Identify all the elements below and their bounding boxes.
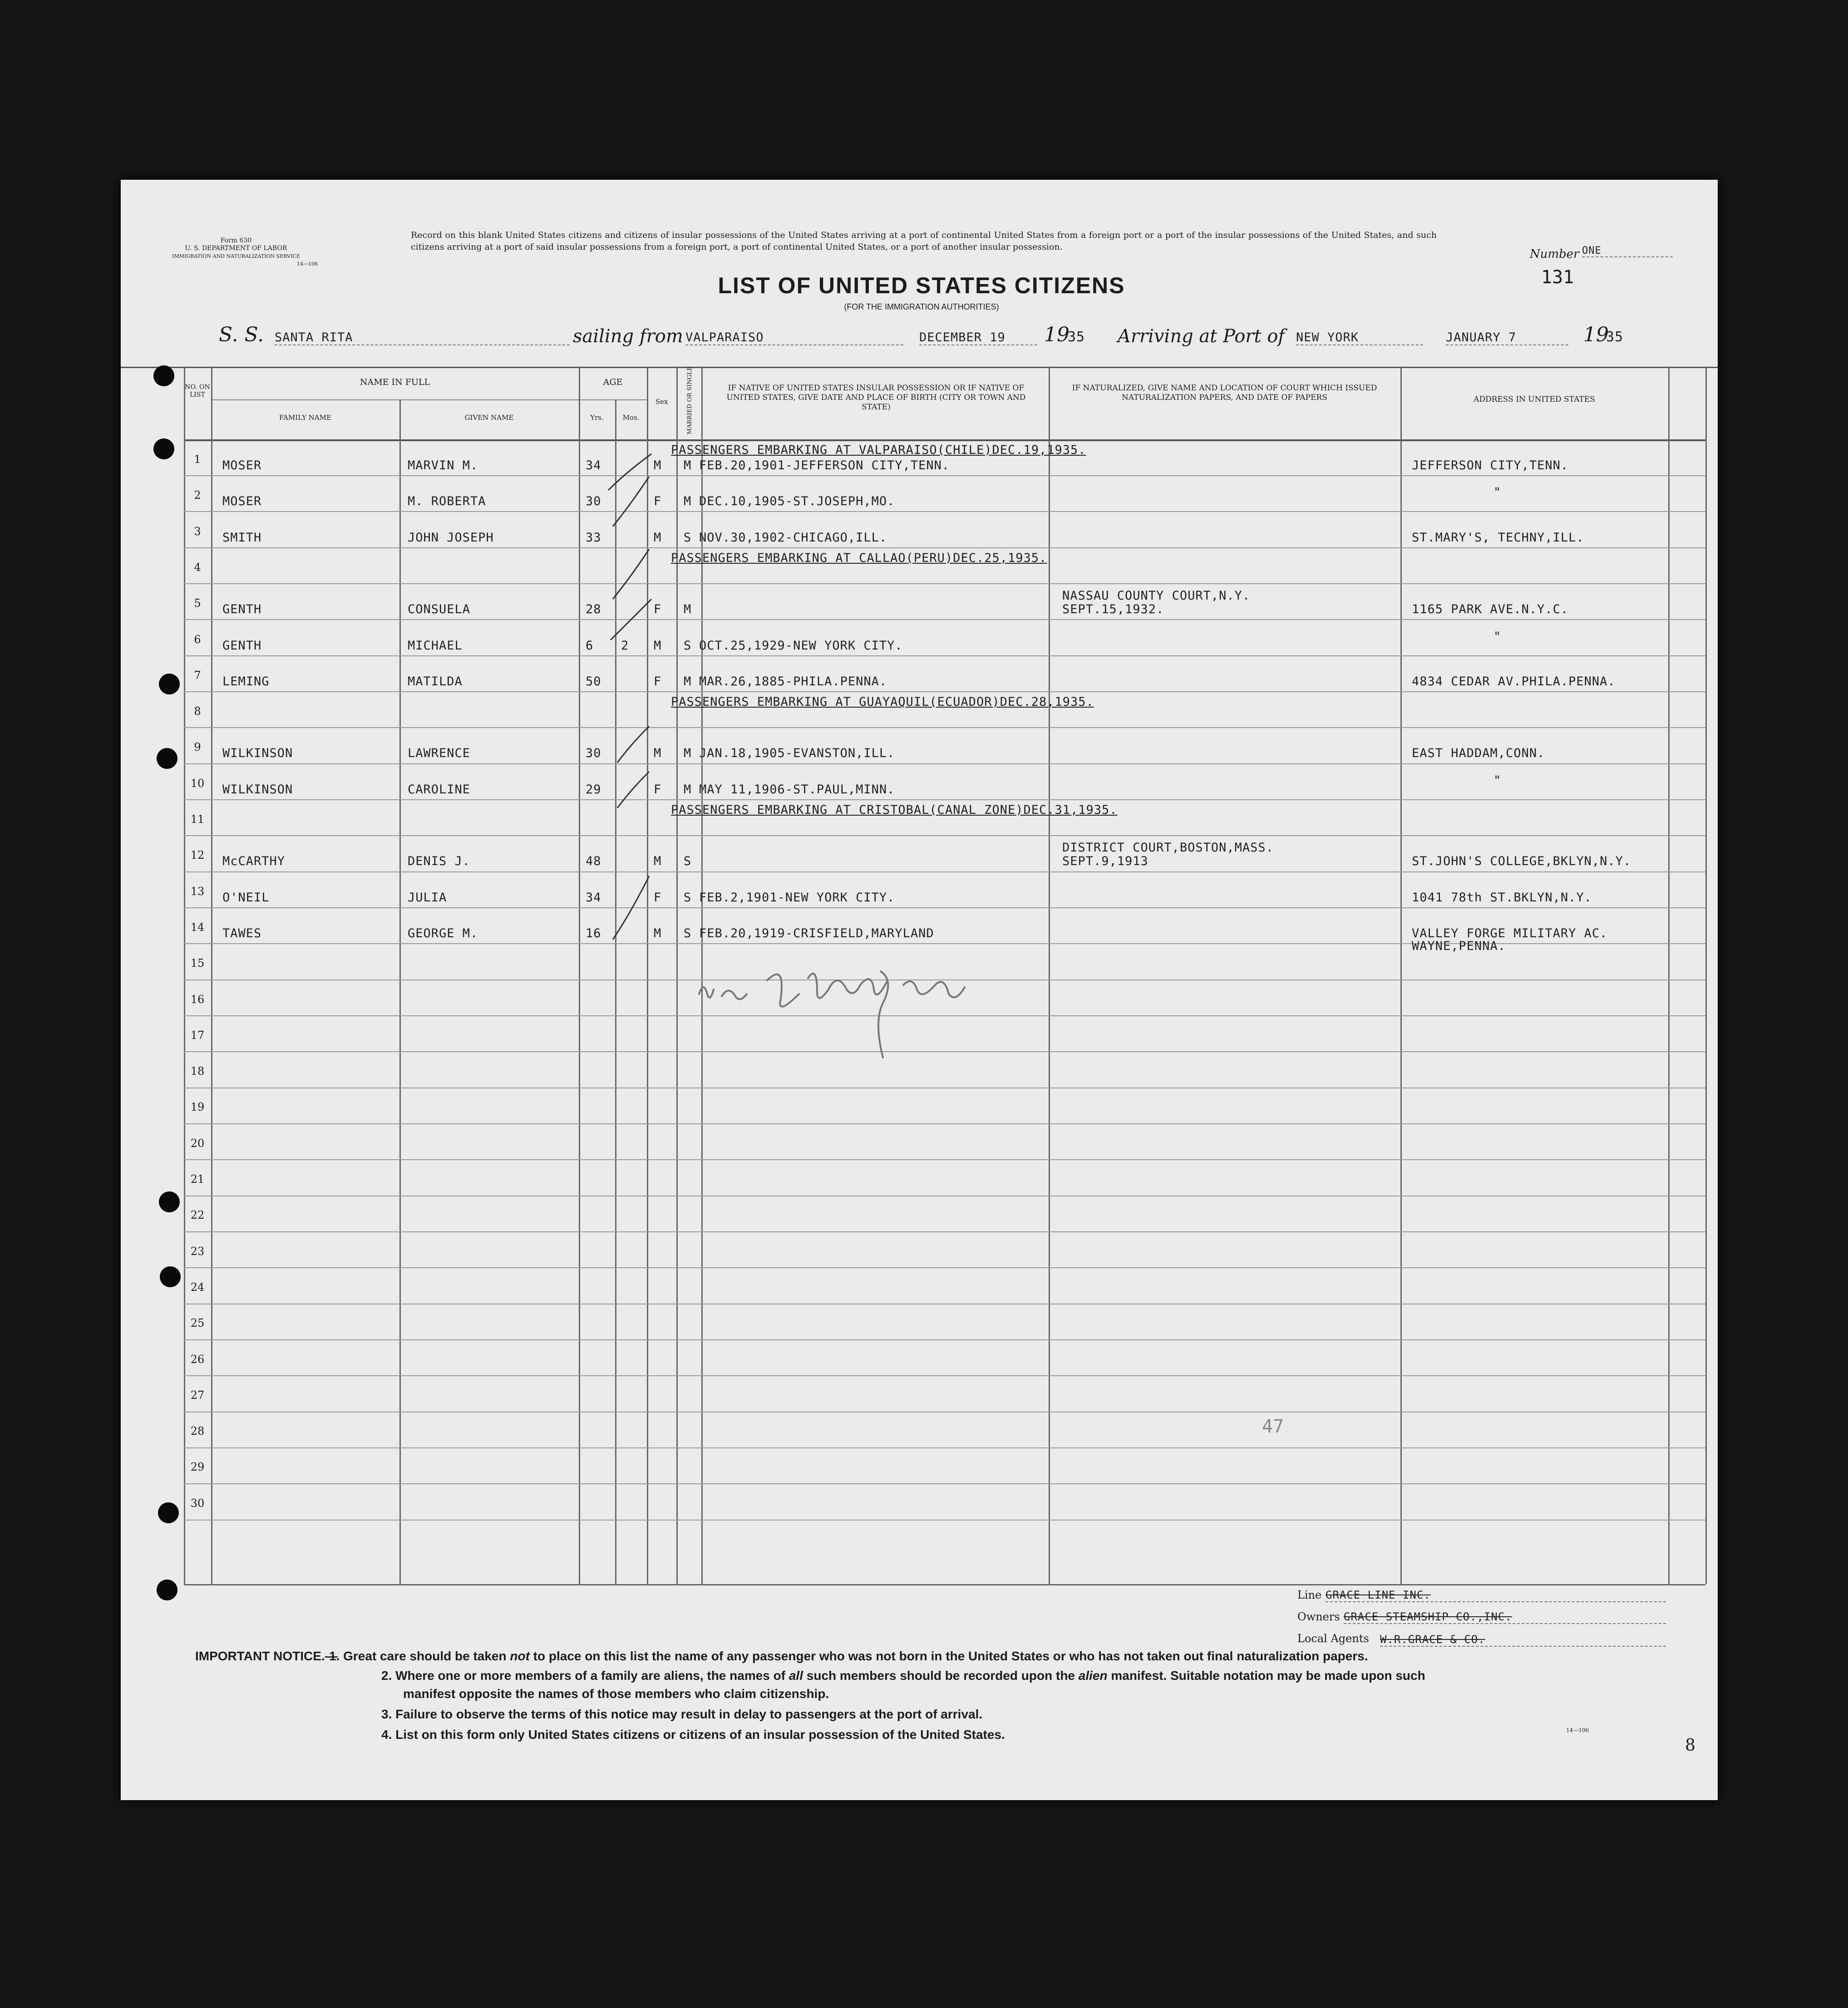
address-cell-line2: WAYNE,PENNA. [1412,939,1506,953]
row-number: 24 [190,1280,205,1294]
page-number: 8 [1685,1736,1695,1755]
row-number: 9 [194,741,201,754]
col-rule [1705,367,1707,1584]
service-name: IMMIGRATION AND NATURALIZATION SERVICE [172,253,300,259]
row-number: 28 [190,1425,205,1438]
row-number: 25 [190,1317,205,1330]
row-number: 15 [190,957,205,970]
margin-number: 47 [1262,1416,1284,1437]
sex-cell: M [654,530,662,545]
sex-cell: F [654,674,662,689]
family-name-cell: McCARTHY [222,854,286,869]
arrival-year-prefix: 19 [1583,323,1609,346]
sail-year: 35 [1068,329,1085,345]
binder-hole [153,365,174,386]
naturalization-date-cell: SEPT.15,1932. [1062,602,1164,617]
line-value: GRACE LINE INC. [1326,1589,1666,1602]
row-number: 14 [190,920,205,934]
row-number: 30 [190,1496,205,1510]
header-yrs: Yrs. [590,413,604,422]
row-number: 16 [190,993,205,1006]
age-months-cell: 2 [621,638,629,653]
sailing-label: sailing from [573,326,683,347]
row-rule [184,691,1705,692]
age-years-cell: 30 [586,494,601,509]
header-mos: Mos. [622,413,640,422]
age-years-cell: 16 [586,926,601,940]
instructions-text: Record on this blank United States citizens and citizens of insular possessions of the United States arriving at a port of continental United States from a foreign port or a port of the insular possessions of the United States, and such citizens arriving at a port of said insular possessions from a foreign port, a port of continental United States, or a port of another insular possession. [411,230,1437,252]
notice-1-text: to place on this list the name of any passenger who was not born in the United States or who has not taken out final naturalization papers. [529,1649,1368,1663]
age-subheader-rule [579,399,647,400]
owners-label: Owners [1297,1610,1340,1623]
family-name-cell: MOSER [222,458,262,472]
row-rule [184,727,1705,728]
family-name-cell: WILKINSON [222,746,293,761]
birth-date-place-cell: MAR.26,1885-PHILA.PENNA. [699,674,887,689]
notice-item-4: 4. List on this form only United States citizens or citizens of an insular possession of the United States. [381,1727,1005,1742]
address-cell: EAST HADDAM,CONN. [1412,746,1545,761]
notice-item-1 [329,1648,1673,1665]
ship-name: SANTA RITA [275,330,570,345]
birth-date-place-cell: OCT.25,1929-NEW YORK CITY. [699,638,903,653]
ss-label: S. S. [219,323,264,346]
marital-status-cell: M [684,782,692,797]
header-age: AGE [603,377,623,387]
row-number: 2 [194,489,201,502]
given-name-cell: LAWRENCE [408,746,471,761]
col-rule [676,367,678,1584]
header-family-name: FAMILY NAME [279,413,332,422]
row-rule [184,619,1705,620]
notice-item-2 [381,1667,1680,1684]
row-rule [184,1375,1705,1376]
sex-cell: M [654,746,662,761]
header-name-in-full: NAME IN FULL [360,377,430,387]
age-years-cell: 34 [586,458,601,472]
address-cell: JEFFERSON CITY,TENN. [1412,458,1569,472]
naturalization-date-cell: SEPT.9,1913 [1062,854,1148,869]
section-heading: PASSENGERS EMBARKING AT GUAYAQUIL(ECUADOR)DEC.28,1935. [671,695,1094,709]
section-heading: PASSENGERS EMBARKING AT VALPARAISO(CHILE)DEC.19,1935. [671,443,1086,457]
arrival-date: JANUARY 7 [1446,330,1568,345]
notice-2-text: 2. Where one or more members of a family are aliens, the names of [381,1668,789,1683]
header-sex: Sex [655,398,668,406]
family-name-cell: SMITH [222,530,262,545]
number-value: ONE [1582,245,1673,257]
header-native-birth: IF NATIVE OF UNITED STATES INSULAR POSSESSION OR IF NATIVE OF UNITED STATES, GIVE DATE AND PLACE OF BIRTH (CITY OR TOWN AND STATE) [726,384,1026,412]
given-name-cell: DENIS J. [408,854,471,869]
family-name-cell: O'NEIL [222,890,270,905]
notice-1-text: 1. Great care should be taken [329,1649,510,1663]
binder-hole [159,674,180,694]
sex-cell: M [654,458,662,472]
agents-value: W.R.GRACE & CO. [1380,1633,1666,1647]
official-signature [690,953,1053,1071]
col-rule [1668,367,1670,1584]
family-name-cell: LEMING [222,674,270,689]
binder-hole [157,1580,177,1600]
row-number: 1 [194,453,201,466]
marital-status-cell: S [684,530,692,545]
binder-hole [153,438,174,459]
given-name-cell: JOHN JOSEPH [408,530,494,545]
family-name-cell: GENTH [222,638,262,653]
sex-cell: F [654,602,662,617]
marital-status-cell: M [684,458,692,472]
name-subheader-rule [211,399,579,400]
marital-status-cell: M [684,674,692,689]
row-number: 12 [190,849,205,862]
age-years-cell: 6 [586,638,594,653]
notice-1-emphasis: not [510,1649,530,1663]
notice-2-text: manifest. Suitable notation may be made upon such [1107,1668,1425,1683]
bottom-code: 14—106 [1566,1727,1589,1733]
sex-cell: F [654,494,662,509]
age-years-cell: 33 [586,530,601,545]
row-number: 8 [194,705,201,718]
stamp-number: 131 [1541,267,1574,288]
age-years-cell: 28 [586,602,601,617]
birth-date-place-cell: NOV.30,1902-CHICAGO,ILL. [699,530,887,545]
birth-date-place-cell: FEB.2,1901-NEW YORK CITY. [699,890,895,905]
address-cell: VALLEY FORGE MILITARY AC. [1412,926,1608,940]
marital-status-cell: S [684,926,692,940]
row-rule [184,583,1705,584]
row-rule [184,1447,1705,1448]
binder-hole [158,1502,179,1523]
birth-date-place-cell: JAN.18,1905-EVANSTON,ILL. [699,746,895,761]
row-rule [184,763,1705,764]
header-married-single: MARRIED OR SINGLE [686,366,693,434]
row-rule [184,1339,1705,1340]
header-given-name: GIVEN NAME [464,413,514,422]
row-number: 26 [190,1353,205,1366]
page-subtitle: (FOR THE IMMIGRATION AUTHORITIES) [844,302,999,311]
row-number: 22 [190,1209,205,1222]
address-cell: 4834 CEDAR AV.PHILA.PENNA. [1412,674,1616,689]
marital-status-cell: M [684,746,692,761]
marital-status-cell: S [684,638,692,653]
from-port: VALPARAISO [685,330,903,345]
row-number: 19 [190,1101,205,1114]
marital-status-cell: M [684,494,692,509]
address-cell: " [1493,629,1502,644]
given-name-cell: GEORGE M. [408,926,478,940]
notice-item-2-cont: manifest opposite the names of those members who claim citizenship. [403,1687,829,1701]
row-rule [184,1483,1705,1484]
address-cell: ST.MARY'S, TECHNY,ILL. [1412,530,1584,545]
number-label: Number [1530,247,1579,261]
sex-cell: F [654,782,662,797]
notice-2-emphasis: all [788,1668,803,1683]
row-rule [184,907,1705,908]
row-number: 4 [194,561,201,574]
row-rule [184,799,1705,800]
family-name-cell: TAWES [222,926,262,940]
page-title: LIST OF UNITED STATES CITIZENS [718,273,1125,298]
sail-date: DECEMBER 19 [919,330,1037,345]
given-name-cell: JULIA [408,890,447,905]
form-id-block [154,237,318,268]
row-rule [184,475,1705,476]
given-name-cell: M. ROBERTA [408,494,486,509]
given-name-cell: CAROLINE [408,782,471,797]
row-number: 11 [190,813,205,826]
row-rule [184,1231,1705,1232]
check-marks [604,449,676,949]
row-number: 21 [190,1173,205,1186]
given-name-cell: MATILDA [408,674,463,689]
address-cell: 1041 78th ST.BKLYN,N.Y. [1412,890,1592,905]
header-address: ADDRESS IN UNITED STATES [1473,395,1595,404]
given-name-cell: MICHAEL [408,638,463,653]
sex-cell: F [654,890,662,905]
naturalization-court-cell: NASSAU COUNTY COURT,N.Y. [1062,589,1251,603]
header-no: NO. ON LIST [185,384,210,399]
row-rule [184,835,1705,836]
col-rule [1400,367,1402,1584]
address-cell: 1165 PARK AVE.N.Y.C. [1412,602,1569,617]
row-number: 17 [190,1029,205,1042]
given-name-cell: MARVIN M. [408,458,478,472]
row-number: 5 [194,597,201,610]
row-rule [184,1267,1705,1268]
age-years-cell: 48 [586,854,601,869]
row-rule [184,1159,1705,1160]
owners-value: GRACE STEAMSHIP CO.,INC. [1344,1610,1666,1624]
marital-status-cell: M [684,602,692,617]
row-number: 23 [190,1245,205,1258]
address-cell: " [1493,485,1502,500]
row-number: 6 [194,633,201,646]
header-naturalized: IF NATURALIZED, GIVE NAME AND LOCATION OF COURT WHICH ISSUED NATURALIZATION PAPERS, AND DATE OF PAPERS [1072,384,1377,402]
marital-status-cell: S [684,854,692,869]
notice-title: IMPORTANT NOTICE.— [195,1649,338,1663]
birth-date-place-cell: MAY 11,1906-ST.PAUL,MINN. [699,782,895,797]
birth-date-place-cell: DEC.10,1905-ST.JOSEPH,MO. [699,494,895,509]
col-rule [399,399,401,1584]
notice-item-3: 3. Failure to observe the terms of this notice may result in delay to passengers at the port of arrival. [381,1707,983,1721]
binder-hole [159,1191,180,1212]
address-cell: ST.JOHN'S COLLEGE,BKLYN,N.Y. [1412,854,1631,869]
binder-hole [160,1266,181,1287]
age-years-cell: 29 [586,782,601,797]
agents-label: Local Agents [1297,1632,1369,1645]
col-rule [211,367,212,1584]
row-number: 27 [190,1388,205,1402]
sail-year-prefix: 19 [1044,323,1069,346]
marital-status-cell: S [684,890,692,905]
row-number: 13 [190,885,205,898]
section-heading: PASSENGERS EMBARKING AT CALLAO(PERU)DEC.25,1935. [671,551,1047,565]
birth-date-place-cell: FEB.20,1919-CRISFIELD,MARYLAND [699,926,934,940]
col-rule [579,367,580,1584]
birth-date-place-cell: FEB.20,1901-JEFFERSON CITY,TENN. [699,458,950,472]
row-rule [184,511,1705,512]
given-name-cell: CONSUELA [408,602,471,617]
row-rule [184,547,1705,548]
table-bottom-rule [184,1584,1705,1585]
print-code: 14—106 [297,261,318,267]
family-name-cell: WILKINSON [222,782,293,797]
row-number: 20 [190,1137,205,1150]
header-bottom-rule [184,439,1705,441]
line-label: Line [1297,1589,1322,1601]
form-number: Form 630 [220,237,252,244]
naturalization-court-cell: DISTRICT COURT,BOSTON,MASS. [1062,841,1274,855]
arrival-year: 35 [1606,329,1624,345]
age-years-cell: 30 [586,746,601,761]
row-number: 7 [194,669,201,682]
row-number: 3 [194,525,201,538]
table-top-rule [121,367,1718,368]
department-name: U. S. DEPARTMENT OF LABOR [185,245,287,252]
family-name-cell: MOSER [222,494,262,509]
age-years-cell: 50 [586,674,601,689]
binder-hole [157,748,177,769]
family-name-cell: GENTH [222,602,262,617]
row-rule [184,871,1705,872]
row-number: 10 [190,777,205,790]
sex-cell: M [654,926,662,940]
arrival-port: NEW YORK [1296,330,1423,345]
sex-cell: M [654,854,662,869]
notice-2-emphasis: alien [1078,1668,1108,1683]
address-cell: " [1493,773,1502,787]
row-number: 29 [190,1461,205,1474]
sex-cell: M [654,638,662,653]
age-years-cell: 34 [586,890,601,905]
row-rule [184,655,1705,656]
arriving-label: Arriving at Port of [1118,326,1285,347]
notice-2-text: such members should be recorded upon the [803,1668,1079,1683]
row-rule [184,1520,1705,1521]
row-rule [184,1123,1705,1124]
row-number: 18 [190,1065,205,1078]
section-heading: PASSENGERS EMBARKING AT CRISTOBAL(CANAL ZONE)DEC.31,1935. [671,803,1118,817]
